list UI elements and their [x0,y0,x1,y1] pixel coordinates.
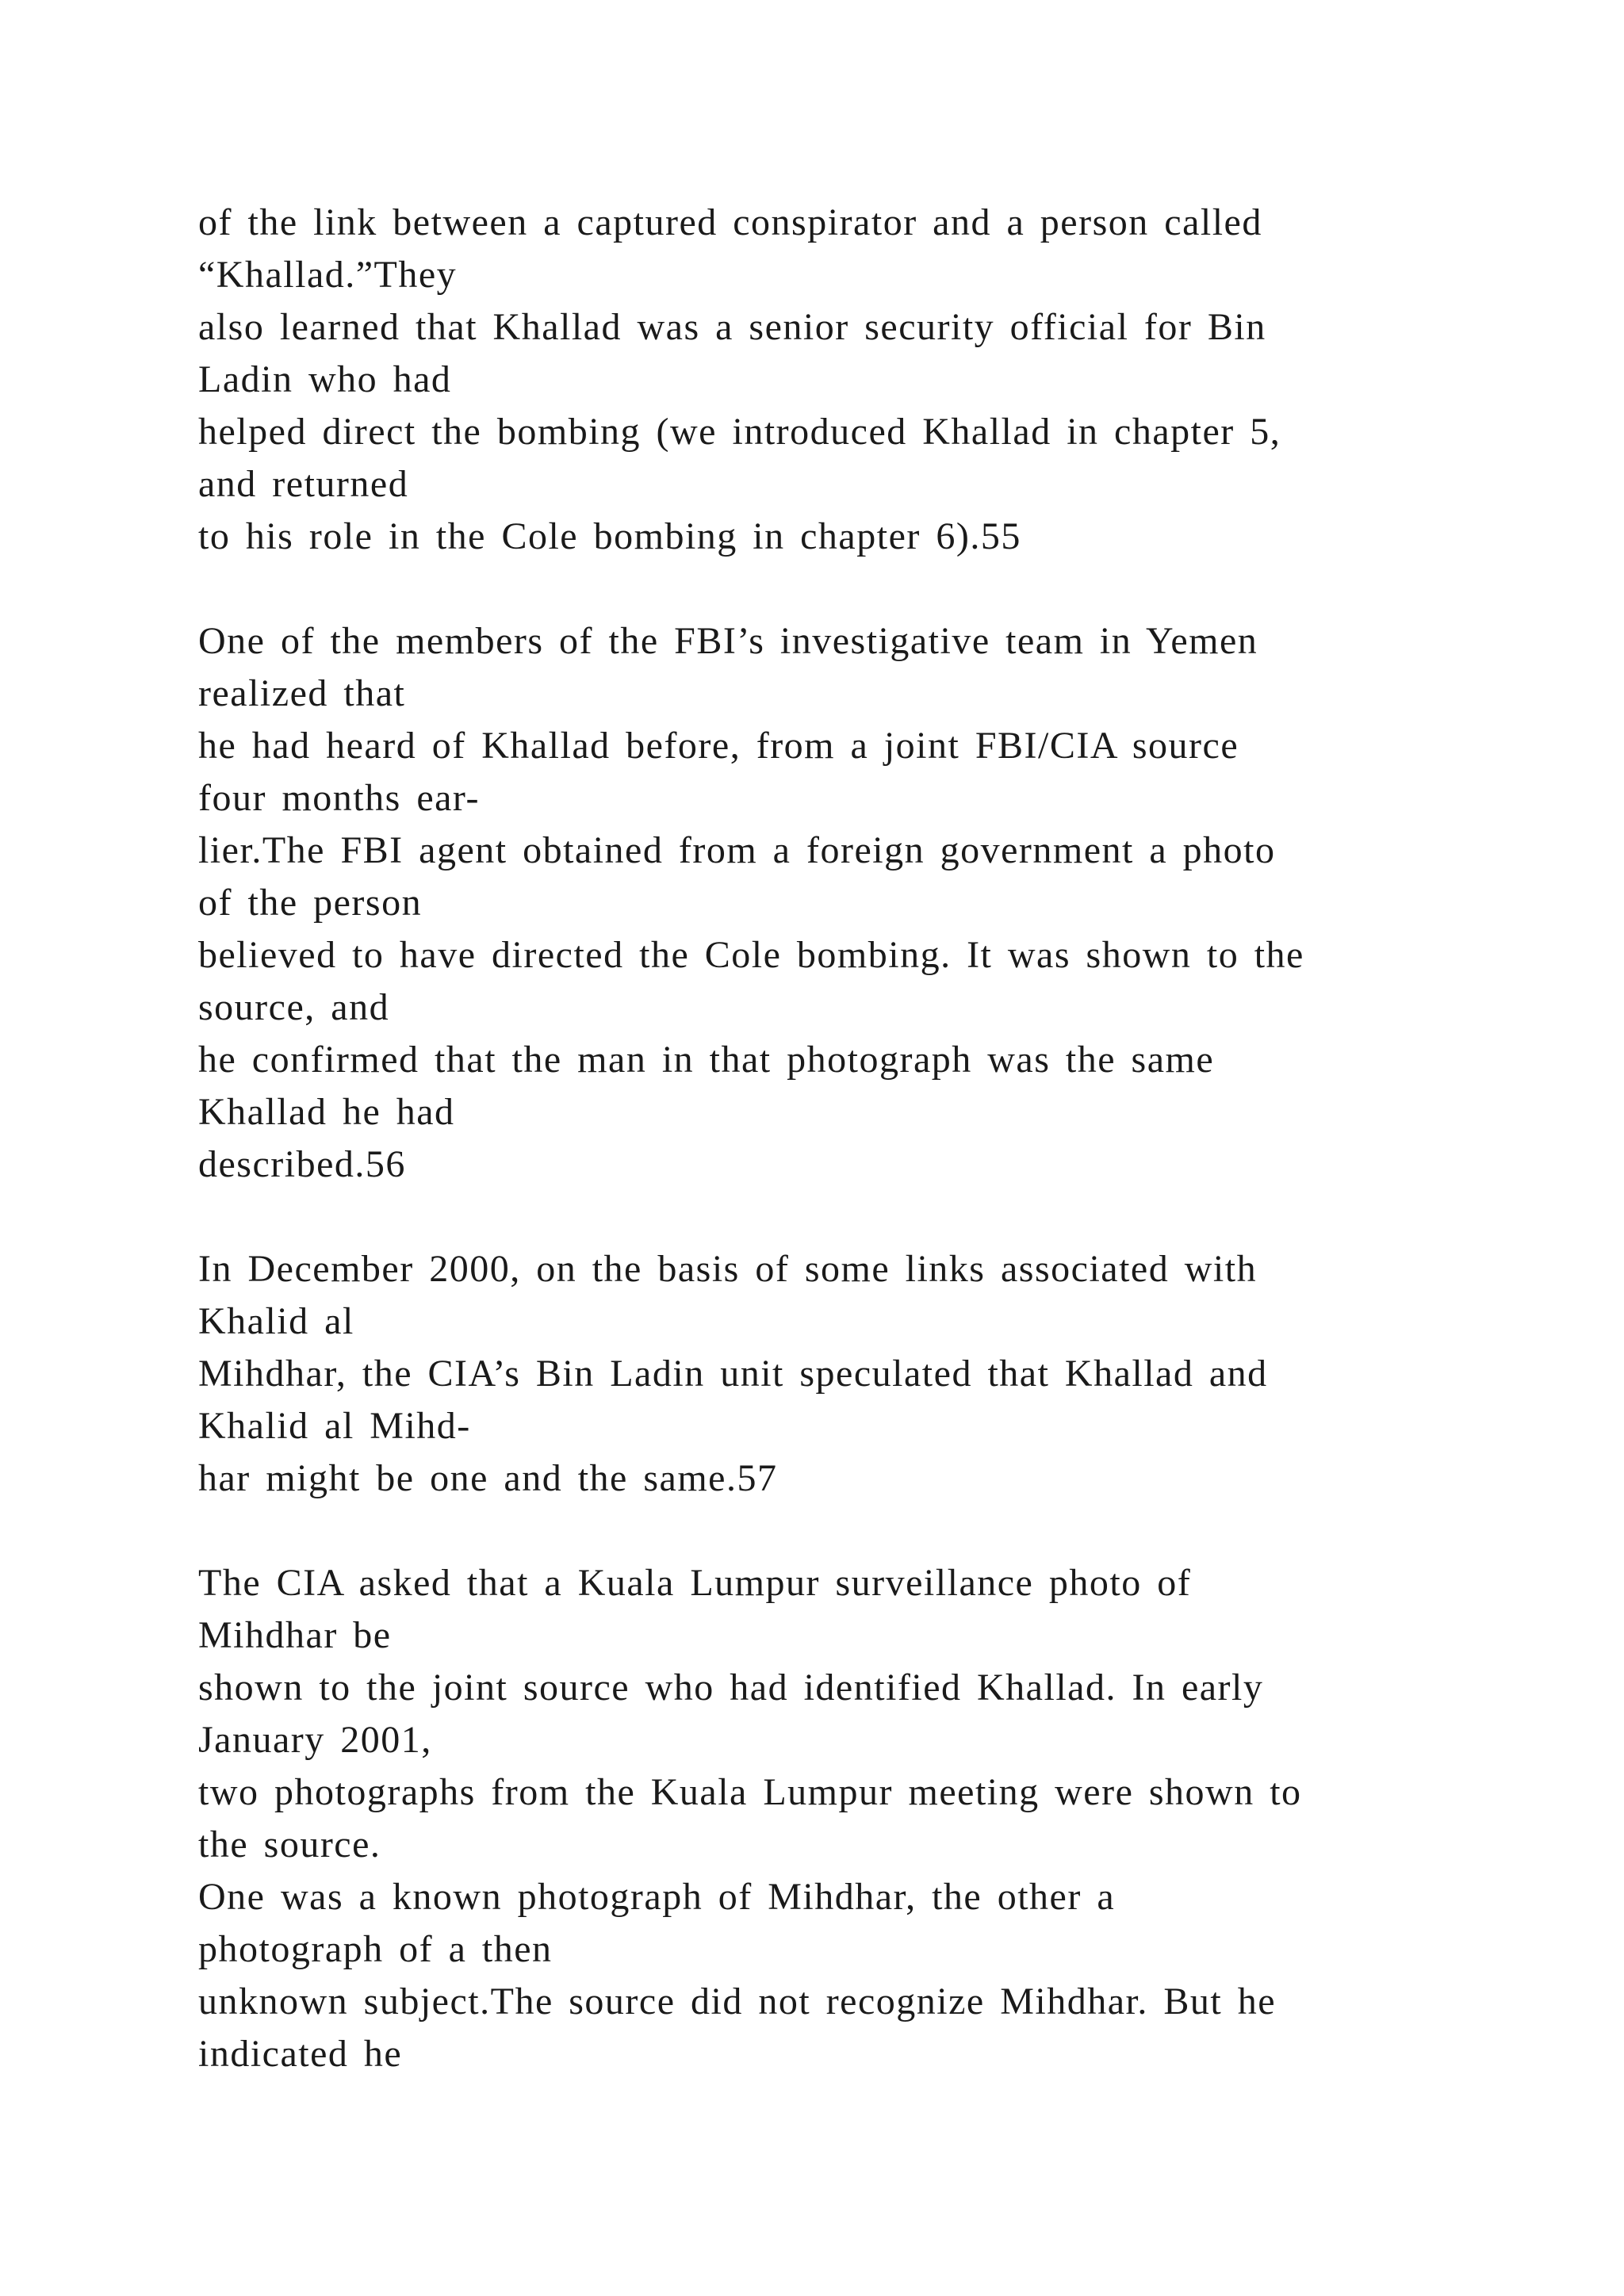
text-line: One was a known photograph of Mihdhar, the other a [198,1876,1116,1918]
text-line: Khalid al [198,1300,354,1342]
text-line: lier.The FBI agent obtained from a foreign government a photo [198,829,1276,871]
text-line: four months ear- [198,777,480,819]
text-line: of the person [198,882,423,924]
text-line: In December 2000, on the basis of some links associated with [198,1248,1258,1290]
text-line: “Khallad.”They [198,254,458,296]
text-line: described.56 [198,1143,406,1185]
text-line: he confirmed that the man in that photograph was the same [198,1039,1215,1081]
paragraph [198,197,1546,563]
text-line: two photographs from the Kuala Lumpur meeting were shown to [198,1771,1302,1813]
text-line: of the link between a captured conspirator and a person called [198,201,1262,243]
paragraph-gap [198,1505,1546,1557]
text-line: One of the members of the FBI’s investigative team in Yemen [198,620,1258,662]
text-line: to his role in the Cole bombing in chapter 6).55 [198,515,1021,557]
text-line: shown to the joint source who had identified Khallad. In early [198,1667,1264,1709]
paragraph-gap [198,1191,1546,1243]
text-line: realized that [198,672,406,714]
text-line: Mihdhar, the CIA’s Bin Ladin unit speculated that Khallad and [198,1353,1268,1395]
text-line: also learned that Khallad was a senior security official for Bin [198,306,1266,348]
text-line: the source. [198,1823,381,1866]
text-line: Khalid al Mihd- [198,1405,471,1447]
text-line: helped direct the bombing (we introduced Khallad in chapter 5, [198,411,1281,453]
paragraph [198,1557,1546,2080]
paragraph [198,1243,1546,1505]
text-line: source, and [198,986,390,1028]
text-line: Mihdhar be [198,1614,392,1656]
text-line: har might be one and the same.57 [198,1457,778,1499]
paragraph [198,615,1546,1191]
text-line: Khallad he had [198,1091,455,1133]
text-line: January 2001, [198,1719,432,1761]
text-line: photograph of a then [198,1928,553,1970]
text-line: Ladin who had [198,358,452,400]
paragraph-gap [198,563,1546,615]
text-line: believed to have directed the Cole bombing. It was shown to the [198,934,1304,976]
text-line: indicated he [198,2033,403,2075]
document-body [198,197,1546,2080]
text-line: unknown subject.The source did not recognize Mihdhar. But he [198,1980,1277,2022]
text-line: he had heard of Khallad before, from a joint FBI/CIA source [198,725,1239,767]
text-line: and returned [198,463,409,505]
text-line: The CIA asked that a Kuala Lumpur surveillance photo of [198,1562,1192,1604]
